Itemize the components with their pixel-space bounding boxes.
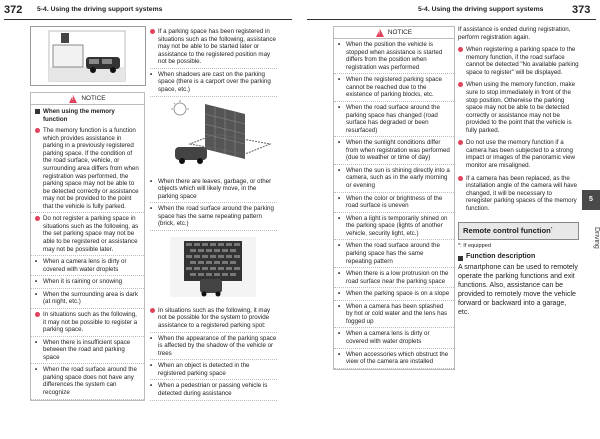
- page-number-left: 372: [4, 4, 23, 16]
- list-item: [334, 301, 454, 329]
- bullet-icon: •: [338, 139, 341, 147]
- list-item: [334, 74, 454, 102]
- list-item-text: When there is insufficient space between the road and parking space: [43, 338, 131, 361]
- function-description-heading: [458, 253, 579, 262]
- red-dot-icon: [150, 28, 155, 66]
- list-item-text: When the road surface around the parking space has changed (road surface has degraded or been resurfaced): [346, 103, 440, 134]
- list-item-text: When a camera lens is dirty or covered with water droplets: [43, 258, 127, 273]
- list-item: [458, 136, 579, 171]
- red-dot-icon: [35, 215, 40, 253]
- list-item: [150, 26, 277, 69]
- list-item: [31, 276, 144, 289]
- notice-header: [334, 27, 454, 39]
- notice-box-right: [333, 26, 455, 370]
- list-item-text: When using the memory function, make sure to stop immediately in front of the stop position. Otherwise the parking space may not be able to be detected correctly or assistance may not be provided to the point that the vehicle is fully parked.: [466, 81, 576, 134]
- list-item-text: When accessories which obstruct the view of the camera are installed: [346, 350, 449, 366]
- list-item: [334, 240, 454, 268]
- garage-illustration: [31, 27, 145, 85]
- list-item: [334, 213, 454, 241]
- bullet-icon: •: [338, 290, 341, 298]
- list-item: [458, 172, 579, 215]
- list-item-text: When the sunlight conditions differ from when registration was performed (due to weather or time of day): [346, 139, 450, 162]
- list-item-text: When the road surface around the parking space does not have any differences the system can recognize: [43, 366, 137, 396]
- footnote-marker: *: [550, 225, 553, 231]
- bullet-icon: •: [338, 270, 341, 278]
- list-item-text: The memory function is a function which provides assistance in parking in a previously registered parking space. If the condition of the road surface, vehicle, or surrounding area differs from when registration was performed, the parking space may not be able to be detected correctly or assistance may not be provided to the point that the vehicle is fully parked.: [43, 127, 139, 210]
- column-1: [30, 92, 145, 401]
- warning-icon: [376, 29, 384, 37]
- list-item-text: When a camera has been splashed by hot or cold water and the lens has fogged up: [346, 302, 448, 325]
- list-item-text: Do not use the memory function if a camera has been subjected to a strong impact or images of the panoramic view monitor are misaligned.: [466, 139, 576, 169]
- bullet-icon: •: [338, 330, 341, 338]
- function-description-title: Function description: [466, 253, 536, 261]
- footnote-text: *: If equipped: [458, 242, 491, 249]
- bullet-icon: •: [338, 194, 341, 202]
- list-item-text: When shadows are cast on the parking space (there is a carport over the parking space, etc.): [158, 70, 271, 93]
- list-item: [334, 328, 454, 348]
- bullet-icon: •: [35, 278, 38, 286]
- parking-figure-top: [30, 26, 146, 86]
- list-item-text: When the appearance of the parking space is affected by the shadow of the vehicle or trees: [158, 334, 277, 357]
- list-item-text: When the sun is shining directly into a camera, such as in the early morning or evening: [346, 166, 450, 189]
- bullet-icon: •: [338, 76, 341, 84]
- bullet-icon: •: [35, 366, 38, 374]
- list-item-text: If a parking space has been registered in situations such as the following, assistance may not be able to be started later or assistance to the registered position may not be possible.: [158, 28, 276, 66]
- remote-control-title: Remote control function: [463, 226, 551, 236]
- list-item: [150, 360, 277, 380]
- bullet-icon: •: [338, 242, 341, 250]
- notice-header: [31, 93, 144, 105]
- list-item: [334, 39, 454, 74]
- brick-pattern-illustration: [150, 233, 276, 303]
- warning-icon: [69, 95, 77, 103]
- header-rule-left: [4, 19, 292, 20]
- list-item: [334, 165, 454, 193]
- bullet-icon: •: [338, 302, 341, 310]
- square-bullet-icon: [458, 256, 463, 261]
- list-item-text: When the registered parking space cannot be reached due to the existence of parking blocks, etc.: [346, 76, 442, 99]
- bullet-icon: •: [150, 205, 153, 213]
- red-dot-icon: [35, 127, 40, 210]
- intro-text: If assistance is ended during registration, perform registration again.: [458, 26, 571, 41]
- notice-title: NOTICE: [387, 28, 413, 36]
- list-item-text: When it is raining or snowing: [43, 278, 123, 286]
- list-item: [31, 213, 144, 256]
- bullet-icon: •: [150, 362, 153, 370]
- shadow-parking-illustration: [150, 99, 276, 174]
- page-number-right: 373: [572, 4, 591, 16]
- notice-box-left: [30, 92, 145, 401]
- bullet-icon: •: [338, 350, 341, 358]
- bullet-icon: •: [338, 166, 341, 174]
- function-description-body: A smartphone can be used to remotely operate the parking functions and exit functions. Also, assistance can be provided to remotely move the vehicle forward or backward into a garage, etc.: [458, 263, 578, 316]
- red-dot-icon: [458, 81, 463, 134]
- list-item: [334, 102, 454, 137]
- list-item: [31, 337, 144, 365]
- bullet-icon: •: [338, 214, 341, 222]
- bullet-icon: •: [35, 258, 38, 266]
- list-item-text: When a pedestrian or passing vehicle is detected during assistance: [158, 382, 268, 397]
- red-dot-icon: [458, 139, 463, 169]
- list-item: [31, 256, 144, 276]
- list-item-text: When the road surface around the parking space has the same repeating pattern (brick, etc.): [158, 205, 274, 228]
- bullet-icon: •: [150, 382, 153, 390]
- bullet-icon: •: [35, 290, 38, 298]
- list-item: [458, 78, 579, 136]
- bullet-icon: •: [150, 334, 153, 342]
- list-item: [334, 137, 454, 165]
- list-item-text: In situations such as the following, it may not be possible to register a parking space.: [43, 310, 138, 334]
- bullet-icon: •: [338, 41, 341, 48]
- list-item: [334, 288, 454, 301]
- bullet-icon: •: [150, 177, 153, 185]
- list-item: [31, 309, 144, 337]
- header-rule-right: [307, 19, 596, 20]
- red-dot-icon: [458, 46, 463, 76]
- list-item-text: When there is a low protrusion on the road surface near the parking space: [346, 270, 449, 285]
- column-4: [458, 26, 579, 318]
- list-item: [150, 380, 277, 400]
- list-item: [150, 333, 277, 361]
- notice-subheading: [31, 105, 144, 125]
- list-item: [31, 364, 144, 399]
- list-item-text: When a camera lens is dirty or covered with water droplets: [346, 330, 430, 345]
- page-header: [0, 0, 600, 20]
- list-item-text: When the parking space is on a slope: [346, 290, 450, 298]
- bullet-icon: •: [150, 70, 153, 78]
- list-item: [150, 305, 277, 333]
- remote-control-heading: [458, 222, 579, 239]
- list-item-text: When the color or brightness of the road surface is uneven: [346, 194, 443, 210]
- column-2: [150, 26, 277, 401]
- bullet-icon: •: [35, 338, 38, 346]
- list-item-text: In situations such as the following, it may not be possible for the system to provide assistance to a registered parking spot:: [158, 306, 271, 329]
- list-item-text: Do not register a parking space in situations such as the following, as the set parking space may not be able to be registered or assistance may not be possible later.: [43, 215, 139, 253]
- section-title-left: 5-4. Using the driving support systems: [37, 6, 163, 13]
- column-3: [333, 26, 455, 370]
- list-item: [150, 176, 277, 204]
- subheading-text: When using the memory function: [43, 108, 115, 123]
- list-item-text: When there are leaves, garbage, or other objects which will likely move, in the parking space: [158, 177, 272, 200]
- bullet-icon: •: [338, 103, 341, 111]
- list-item-text: When the road surface around the parking space has the same repeating pattern: [346, 242, 440, 265]
- list-item-text: When a light is temporarily shined on the parking space (lights of another vehicle, security light, etc.): [346, 214, 448, 237]
- chapter-tab: 5: [582, 190, 600, 210]
- list-item-text: If a camera has been replaced, as the installation angle of the camera will have changed, it will be necessary to reregister parking spaces of the memory function.: [466, 174, 578, 212]
- list-item-text: When an object is detected in the registered parking space: [158, 362, 250, 377]
- red-dot-icon: [458, 175, 463, 213]
- list-item: [150, 203, 277, 231]
- section-title-right: 5-4. Using the driving support systems: [418, 6, 544, 13]
- red-dot-icon: [35, 311, 40, 334]
- list-item-text: When the position the vehicle is stopped when assistance is started differs from the position when registration was performed: [346, 41, 443, 71]
- list-item: [150, 69, 277, 97]
- notice-title: NOTICE: [81, 94, 106, 102]
- list-item: [31, 289, 144, 309]
- list-item-text: When registering a parking space to the memory function, if the road surface cannot be detected "No available parking space to register" will be displayed.: [466, 46, 579, 76]
- list-item: [31, 125, 144, 213]
- square-bullet-icon: [35, 109, 40, 114]
- chapter-label: Driving: [593, 227, 600, 249]
- list-item: [458, 43, 579, 78]
- list-item: [334, 193, 454, 213]
- red-dot-icon: [150, 307, 155, 330]
- list-item: [334, 349, 454, 369]
- list-item: [334, 268, 454, 288]
- list-item-text: When the surrounding area is dark (at night, etc.): [43, 290, 138, 306]
